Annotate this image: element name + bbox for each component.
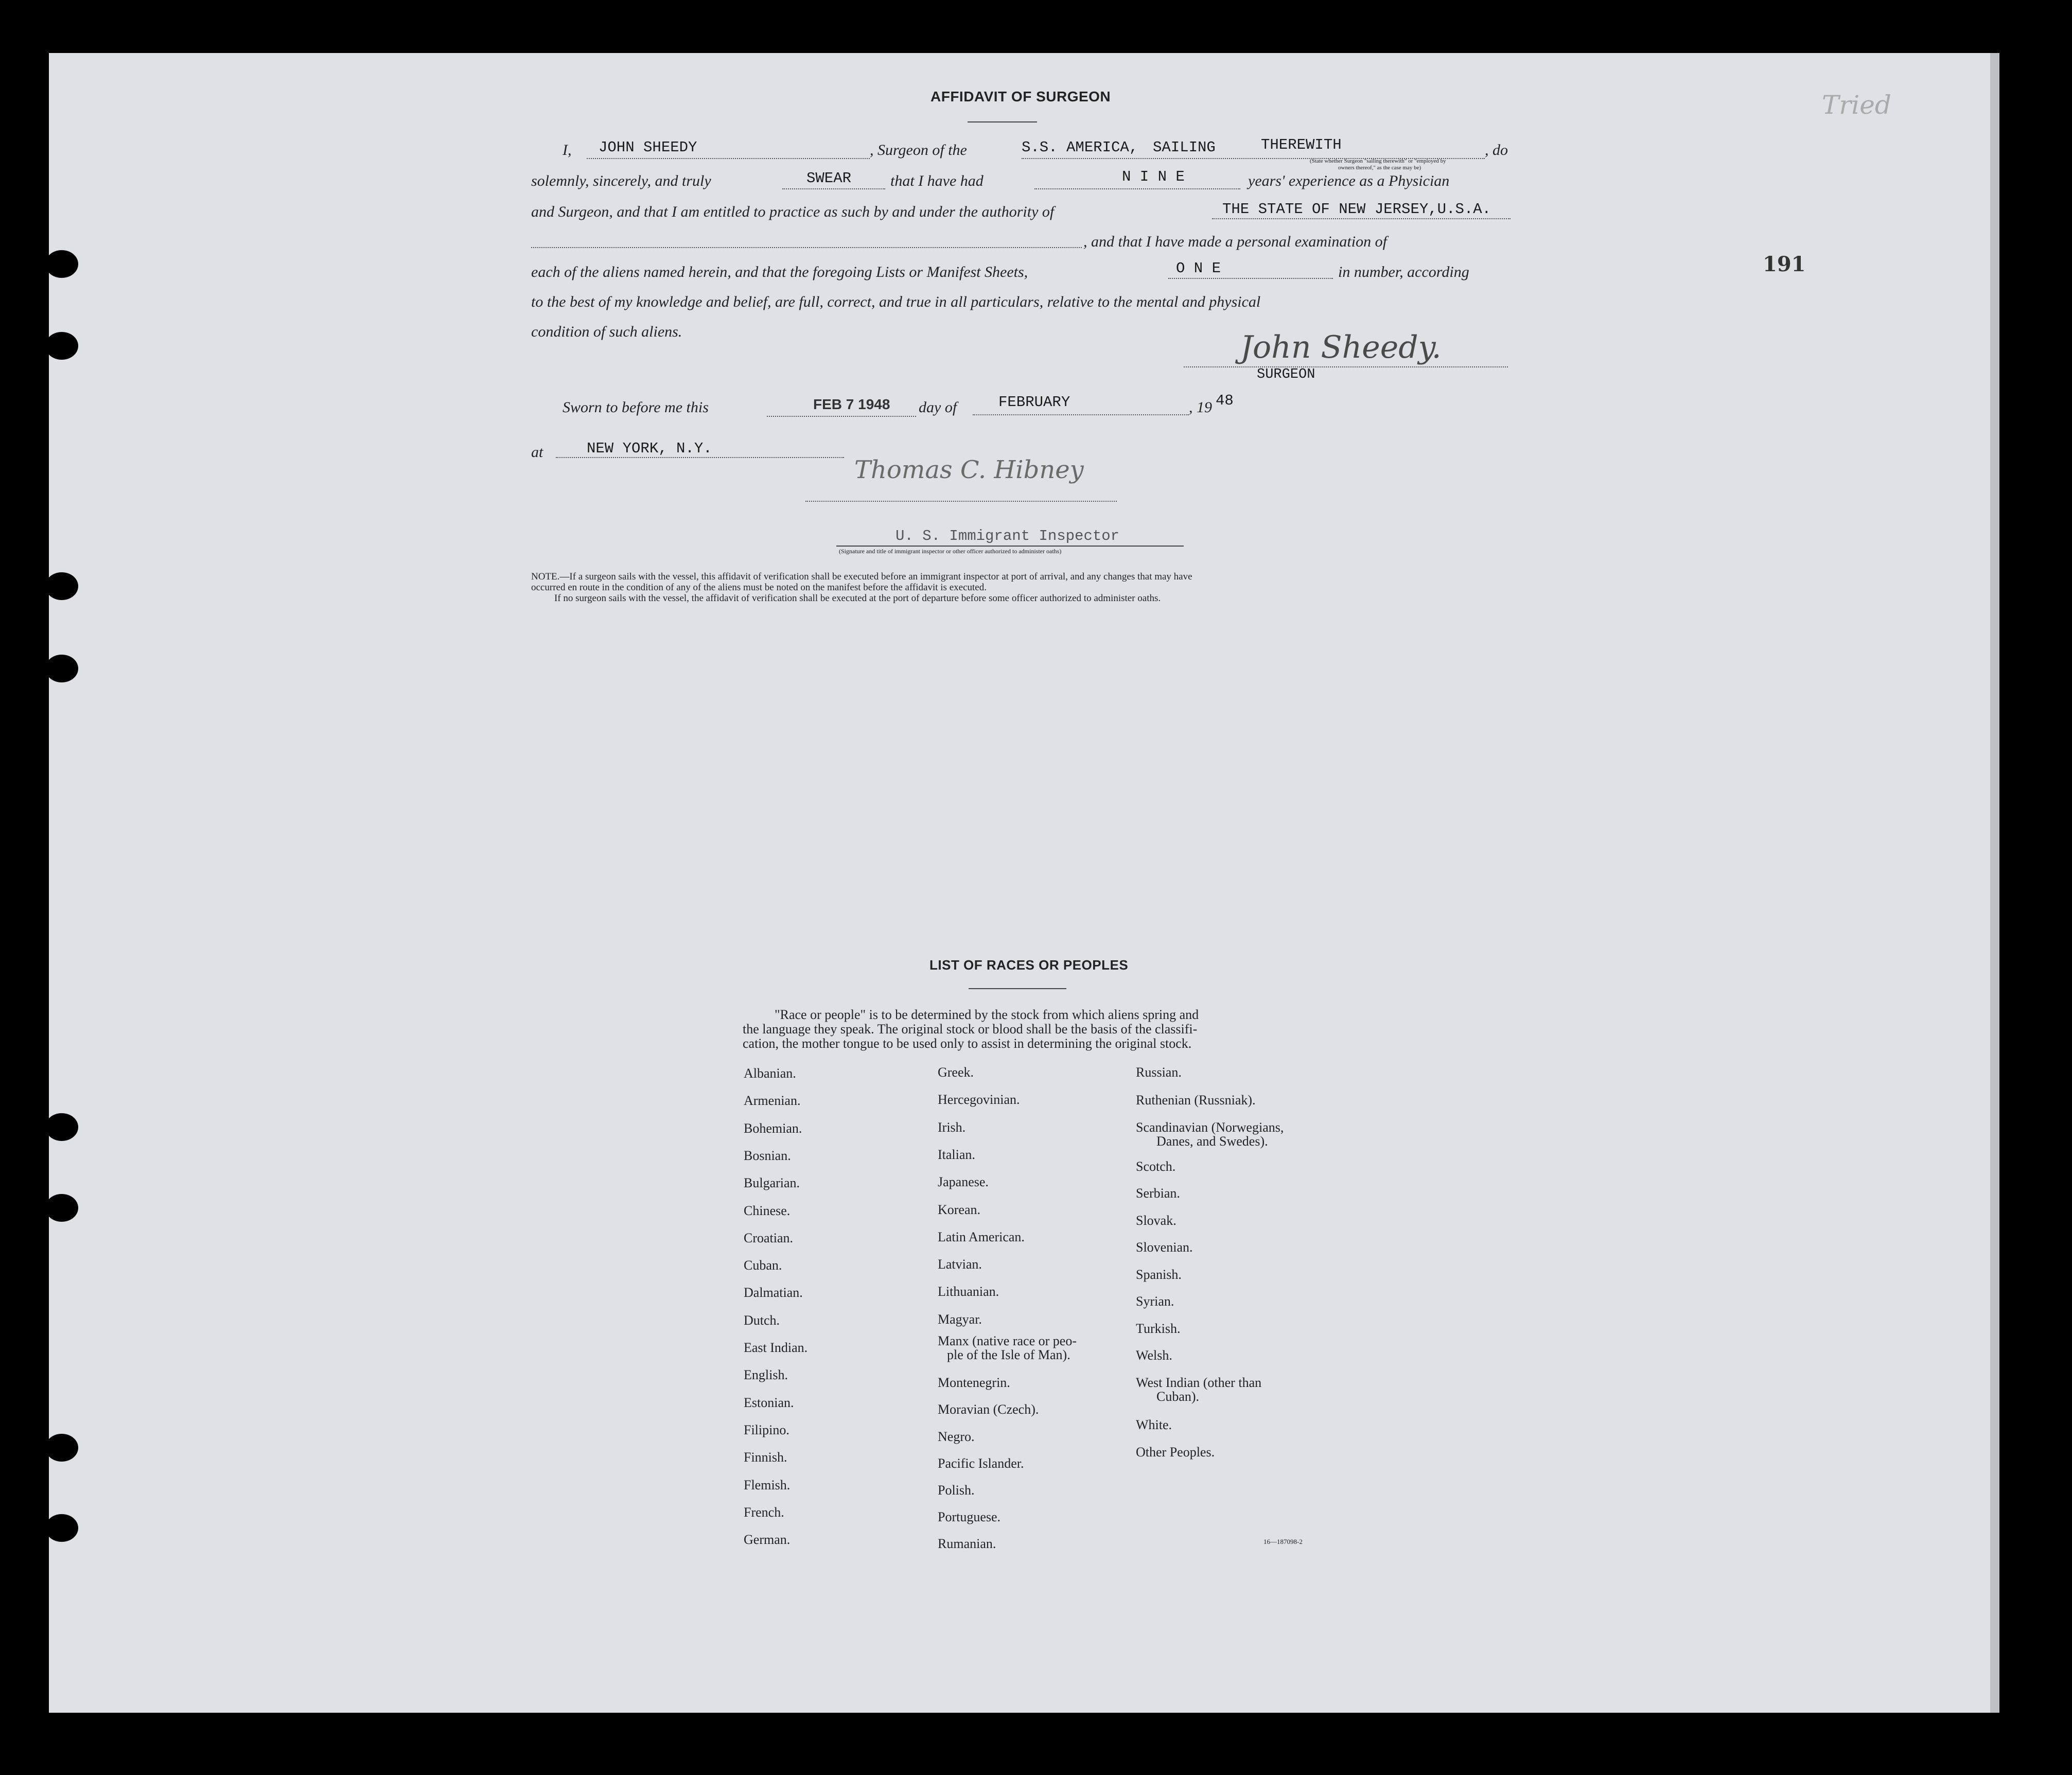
note-text: If no surgeon sails with the vessel, the affidavit of verification shall be executed at the port of departure before some officer authorized to administer oaths. xyxy=(554,593,1161,604)
fill-line xyxy=(587,158,870,159)
fill-line xyxy=(1212,218,1511,219)
note-text: occurred en route in the condition of any of the aliens must be noted on the manifest before the affidavit is executed. xyxy=(531,582,987,593)
affidavit-text: , Surgeon of the xyxy=(870,142,967,159)
affidavit-text: that I have had xyxy=(890,172,984,189)
races-intro: the language they speak. The original stock or blood shall be the basis of the classifi- xyxy=(743,1022,1198,1036)
race-item: West Indian (other than Cuban). xyxy=(1136,1375,1262,1404)
race-item: Finnish. xyxy=(744,1450,787,1465)
race-item: Bosnian. xyxy=(744,1148,791,1163)
race-item: Dutch. xyxy=(744,1312,780,1328)
affidavit-text: each of the aliens named herein, and that the foregoing Lists or Manifest Sheets, xyxy=(531,263,1028,280)
signature-line xyxy=(805,501,1117,502)
years-value: N I N E xyxy=(1122,168,1185,185)
affidavit-text: and Surgeon, and that I am entitled to practice as such by and under the authority of xyxy=(531,203,1055,220)
inspector-signature: Thomas C. Hibney xyxy=(854,455,1084,484)
affidavit-text: I, xyxy=(563,142,572,159)
punch-hole xyxy=(45,1194,78,1222)
race-item: Pacific Islander. xyxy=(938,1456,1024,1471)
race-item: Estonian. xyxy=(744,1395,794,1410)
race-item: Latin American. xyxy=(938,1229,1025,1244)
races-title-rule xyxy=(969,988,1066,989)
fill-line xyxy=(1034,188,1240,189)
race-item: Rumanian. xyxy=(938,1536,996,1551)
race-item: Dalmatian. xyxy=(744,1285,803,1301)
punch-hole xyxy=(45,655,78,682)
affidavit-title: AFFIDAVIT OF SURGEON xyxy=(930,89,1111,104)
races-title: LIST OF RACES OR PEOPLES xyxy=(929,957,1129,973)
race-item: East Indian. xyxy=(744,1340,808,1355)
affidavit-text: , do xyxy=(1485,142,1508,159)
punch-hole xyxy=(45,1434,78,1462)
inspector-title: U. S. Immigrant Inspector xyxy=(895,528,1120,544)
race-item: Irish. xyxy=(938,1119,966,1135)
surgeon-caption: SURGEON xyxy=(1257,367,1315,382)
note-text: NOTE.—If a surgeon sails with the vessel, this affidavit of verification shall be executed before an immigrant inspector at port of arrival, and any changes that may have xyxy=(531,571,1192,582)
race-item: Manx (native race or peo- ple of the Isle of Man). xyxy=(938,1333,1077,1362)
race-item: Russian. xyxy=(1136,1065,1182,1080)
fill-line xyxy=(556,457,844,458)
race-item: Croatian. xyxy=(744,1230,794,1245)
race-item: Italian. xyxy=(938,1147,975,1162)
race-item: English. xyxy=(744,1367,788,1383)
races-intro: "Race or people" is to be determined by the stock from which aliens spring and xyxy=(775,1007,1199,1022)
punch-hole xyxy=(45,1514,78,1542)
race-item: Moravian (Czech). xyxy=(938,1402,1039,1417)
race-item: Polish. xyxy=(938,1483,975,1498)
race-item: Slovak. xyxy=(1136,1213,1177,1228)
race-item: Albanian. xyxy=(744,1066,796,1081)
race-item: Filipino. xyxy=(744,1422,789,1437)
state-note: (State whether Surgeon "sailing therewith" or "employed by xyxy=(1310,158,1446,164)
affidavit-text: at xyxy=(531,444,543,461)
page-number: 191 xyxy=(1763,252,1806,276)
race-item: Latvian. xyxy=(938,1257,982,1272)
race-item: Other Peoples. xyxy=(1136,1445,1215,1460)
race-item: Syrian. xyxy=(1136,1294,1174,1309)
race-item: Serbian. xyxy=(1136,1186,1180,1201)
form-number: 16—187098-2 xyxy=(1263,1538,1303,1545)
year-prefix: , 19 xyxy=(1189,399,1212,416)
race-item: Bulgarian. xyxy=(744,1175,800,1191)
surgeon-name: JOHN SHEEDY xyxy=(599,139,697,156)
race-item: Magyar. xyxy=(938,1311,982,1327)
state-note: owners thereof," as the case may be) xyxy=(1338,165,1421,171)
race-item: German. xyxy=(744,1532,791,1548)
punch-hole xyxy=(45,250,78,278)
title-rule xyxy=(968,121,1037,122)
affidavit-text: years' experience as a Physician xyxy=(1248,172,1450,189)
signature-line xyxy=(1184,366,1508,367)
year-suffix: 48 xyxy=(1216,392,1234,409)
punch-hole xyxy=(45,332,78,360)
ship-name: S.S. AMERICA, xyxy=(1022,139,1138,156)
race-item: Ruthenian (Russniak). xyxy=(1136,1093,1256,1108)
race-item: Turkish. xyxy=(1136,1321,1181,1336)
date-stamp: FEB 7 1948 xyxy=(813,396,890,412)
race-item: Portuguese. xyxy=(938,1509,1001,1524)
affidavit-text: to the best of my knowledge and belief, are full, correct, and true in all particulars, relative to the mental and physical xyxy=(531,293,1261,310)
fill-line xyxy=(1168,278,1333,279)
race-item: French. xyxy=(744,1504,784,1520)
race-item: Bohemian. xyxy=(744,1120,802,1136)
race-item: Spanish. xyxy=(1136,1267,1182,1282)
punch-hole xyxy=(45,572,78,600)
therewith-text: THEREWITH xyxy=(1261,136,1342,153)
handwritten-note: Tried xyxy=(1822,90,1891,120)
affidavit-text: , and that I have made a personal examination of xyxy=(1083,233,1387,250)
race-item: Scandinavian (Norwegians, Danes, and Swedes). xyxy=(1136,1120,1284,1149)
inspector-caption: (Signature and title of immigrant inspector or other officer authorized to administer oaths) xyxy=(839,548,1062,555)
affidavit-text: in number, according xyxy=(1338,263,1469,280)
sheets-value: O N E xyxy=(1176,260,1221,277)
race-item: Welsh. xyxy=(1136,1348,1172,1363)
sailing-text: SAILING xyxy=(1153,139,1216,156)
race-item: White. xyxy=(1136,1417,1172,1432)
race-item: Cuban. xyxy=(744,1258,782,1273)
race-item: Japanese. xyxy=(938,1174,989,1190)
affidavit-text: solemnly, sincerely, and truly xyxy=(531,172,711,189)
race-item: Slovenian. xyxy=(1136,1240,1193,1255)
fill-line xyxy=(531,247,1082,248)
race-item: Korean. xyxy=(938,1202,981,1217)
race-item: Montenegrin. xyxy=(938,1375,1010,1390)
place: NEW YORK, N.Y. xyxy=(587,440,712,457)
race-item: Armenian. xyxy=(744,1093,801,1109)
race-item: Scotch. xyxy=(1136,1159,1176,1174)
affidavit-text: Sworn to before me this xyxy=(563,399,709,416)
race-item: Lithuanian. xyxy=(938,1284,999,1299)
authority: THE STATE OF NEW JERSEY,U.S.A. xyxy=(1222,201,1491,218)
month: FEBRUARY xyxy=(998,394,1070,411)
punch-hole xyxy=(45,1113,78,1141)
title-line xyxy=(836,546,1184,547)
oath-word: SWEAR xyxy=(806,170,852,187)
affidavit-text: condition of such aliens. xyxy=(531,323,682,340)
race-item: Flemish. xyxy=(744,1477,791,1492)
races-intro: cation, the mother tongue to be used only to assist in determining the original stock. xyxy=(743,1036,1192,1051)
race-item: Negro. xyxy=(938,1429,975,1444)
affidavit-text: day of xyxy=(919,399,957,416)
fill-line xyxy=(782,188,885,189)
race-item: Chinese. xyxy=(744,1203,791,1218)
surgeon-signature: John Sheedy. xyxy=(1240,329,1442,365)
fill-line xyxy=(973,414,1189,415)
race-item: Hercegovinian. xyxy=(938,1092,1020,1108)
fill-line xyxy=(767,416,916,417)
race-item: Greek. xyxy=(938,1065,974,1080)
